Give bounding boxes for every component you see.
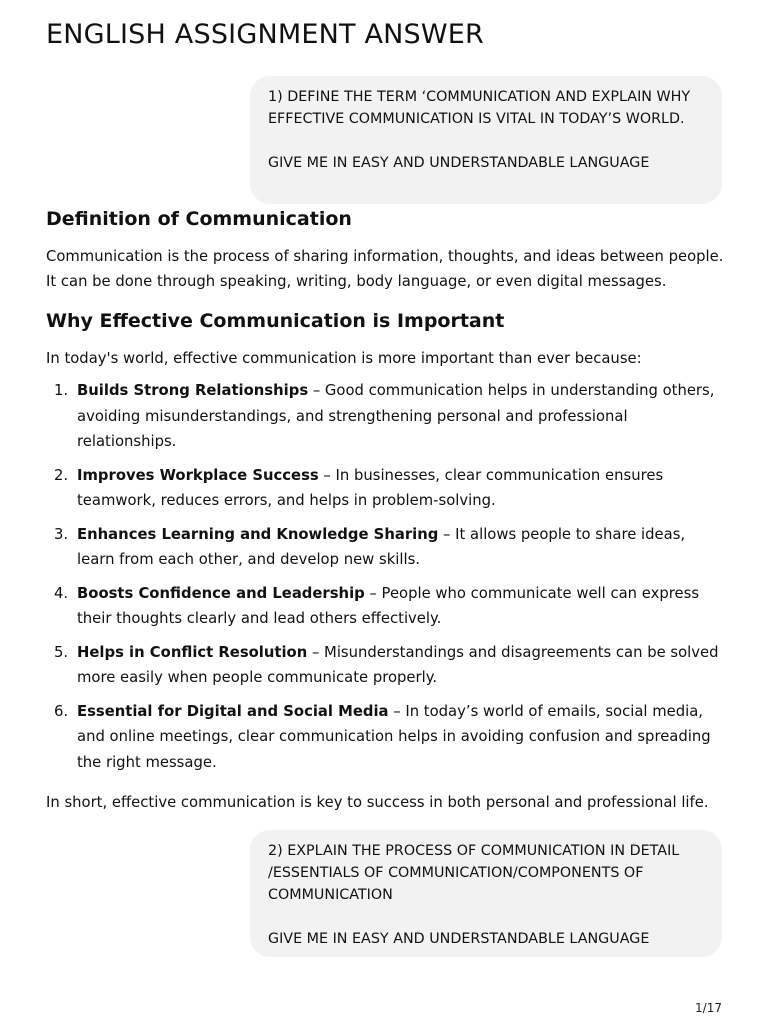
list-item-text: – In businesses, clear communication ensures teamwork, reduces errors, and helps in problem-solving. <box>77 466 664 509</box>
list-item-number: 6. <box>54 702 69 720</box>
question-2-line-2: /ESSENTIALS OF COMMUNICATION/COMPONENTS OF <box>268 865 644 881</box>
importance-intro: In today's world, effective communication is more important than ever because: <box>46 350 642 367</box>
list-item-text: – People who communicate well can express their thoughts clearly and lead others effectively. <box>77 584 700 627</box>
conclusion-text: In short, effective communication is key to success in both personal and professional life. <box>46 794 709 811</box>
page-title: ENGLISH ASSIGNMENT ANSWER <box>46 19 484 50</box>
question-1-line-1: 1) DEFINE THE TERM ‘COMMUNICATION AND EXPLAIN WHY <box>268 89 691 105</box>
definition-text: Communication is the process of sharing information, thoughts, and ideas between people. It can be done through speaking, writing, body language, or even digital messages. <box>46 248 724 290</box>
list-item <box>46 522 726 573</box>
list-item-number: 2. <box>54 466 69 484</box>
list-item-term: Builds Strong Relationships <box>77 382 309 399</box>
question-bubble-1 <box>250 76 722 204</box>
importance-heading: Why Effective Communication is Important <box>46 310 505 332</box>
question-2-line-1: 2) EXPLAIN THE PROCESS OF COMMUNICATION IN DETAIL <box>268 843 680 859</box>
question-1-line-2: EFFECTIVE COMMUNICATION IS VITAL IN TODAY’S WORLD. <box>268 111 685 127</box>
list-item-text: – Good communication helps in understanding others, avoiding misunderstandings, and strengthening personal and professional relationships. <box>77 382 715 450</box>
list-item-term: Improves Workplace Success <box>77 466 319 484</box>
question-2-line-3: COMMUNICATION <box>268 887 393 903</box>
list-item-text: – It allows people to share ideas, learn from each other, and develop new skills. <box>77 525 686 568</box>
importance-list <box>46 378 726 783</box>
list-item-term: Helps in Conflict Resolution <box>77 643 308 661</box>
list-item-number: 4. <box>54 584 69 602</box>
list-item <box>46 699 726 776</box>
list-item-text: – Misunderstandings and disagreements can be solved more easily when people communicate properly. <box>77 643 719 686</box>
definition-heading: Definition of Communication <box>46 208 352 230</box>
list-item <box>46 463 726 514</box>
question-2-line-4: GIVE ME IN EASY AND UNDERSTANDABLE LANGUAGE <box>268 931 650 947</box>
list-item-term: Boosts Confidence and Leadership <box>77 584 365 602</box>
question-1-line-3: GIVE ME IN EASY AND UNDERSTANDABLE LANGUAGE <box>268 155 650 171</box>
list-item-number: 3. <box>54 525 69 543</box>
question-bubble-2 <box>250 830 722 957</box>
list-item <box>46 378 726 455</box>
list-item-term: Enhances Learning and Knowledge Sharing <box>77 525 439 543</box>
list-item <box>46 581 726 632</box>
list-item-number: 5. <box>54 643 69 661</box>
list-item-number: 1. <box>54 382 69 399</box>
list-item-term: Essential for Digital and Social Media <box>77 702 389 720</box>
list-item <box>46 640 726 691</box>
page-number: 1/17 <box>695 1001 722 1015</box>
list-item-text: – In today’s world of emails, social media, and online meetings, clear communication helps in avoiding confusion and spreading the right message. <box>77 702 711 771</box>
